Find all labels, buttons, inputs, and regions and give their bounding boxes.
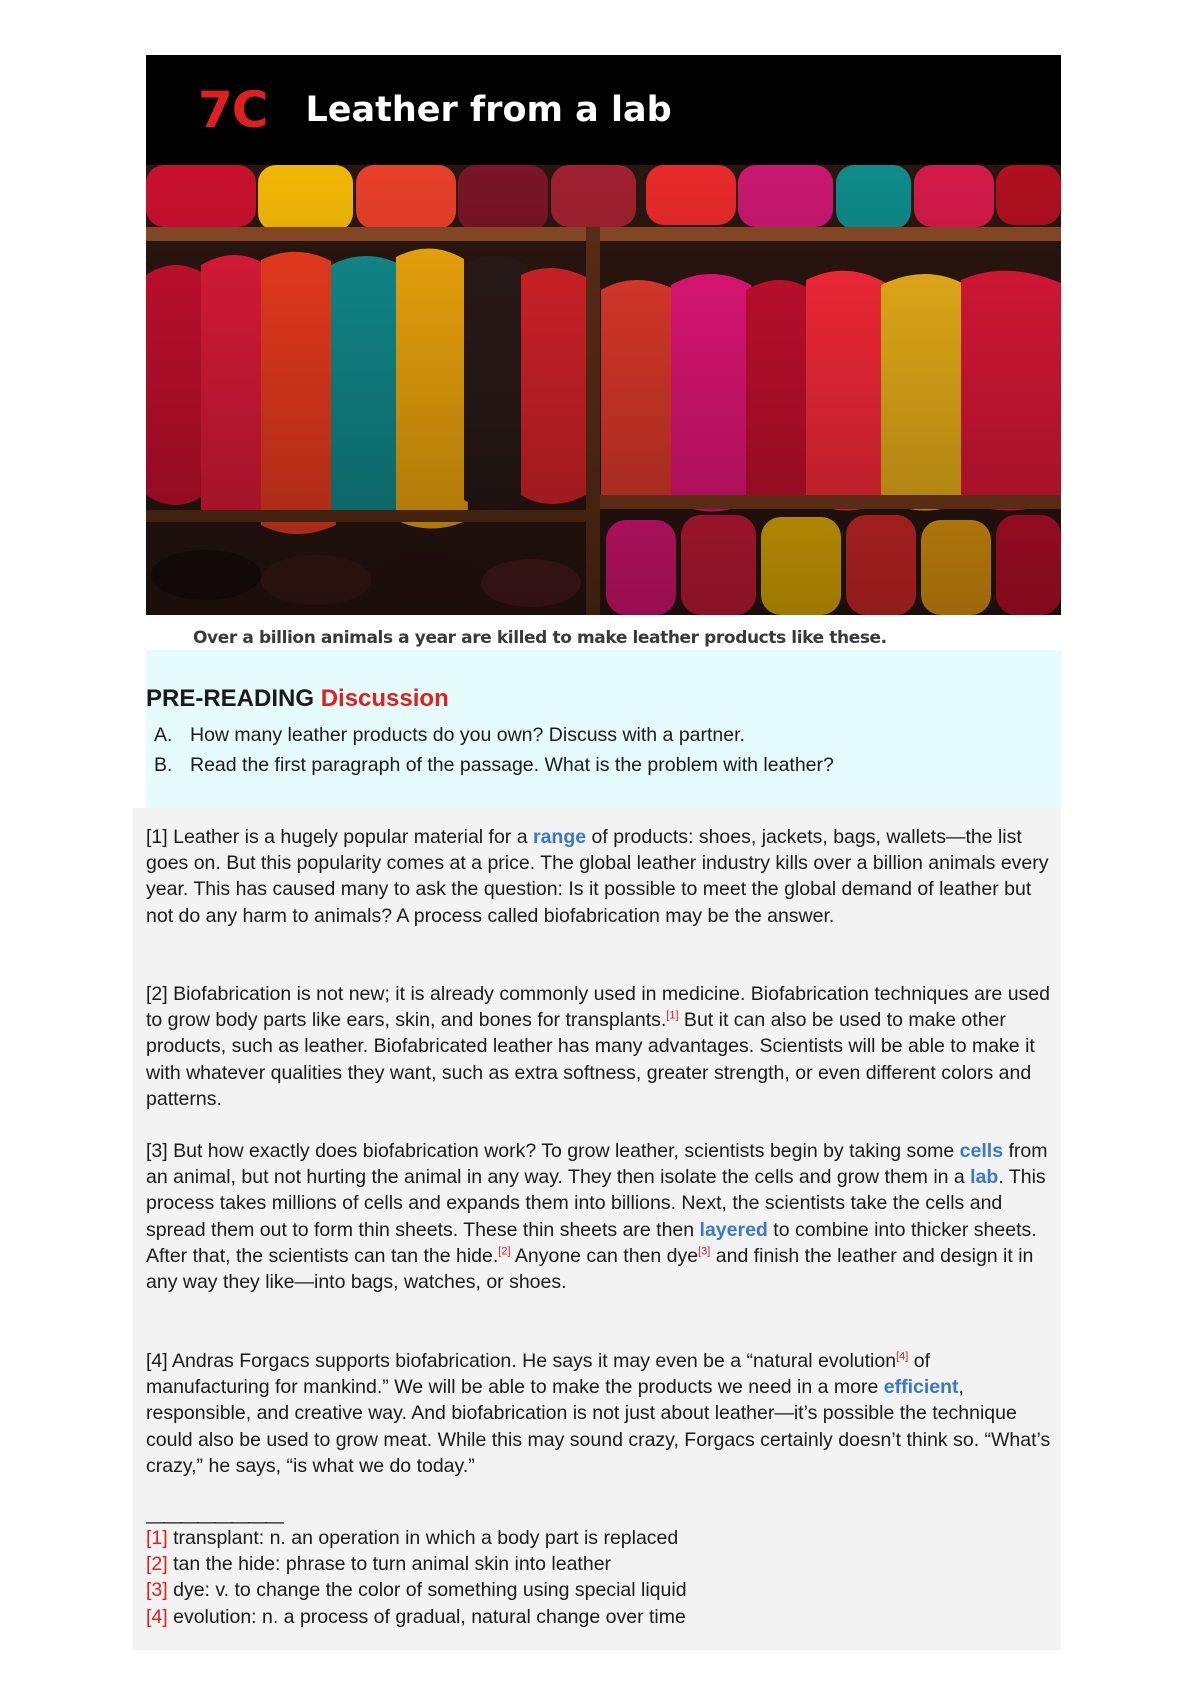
footnote-divider: ———————— bbox=[146, 1512, 282, 1533]
paragraph-3 bbox=[146, 1138, 1051, 1295]
paragraph-text: But it can also be used to make other products, such as leather. Biofabricated leather has many advantages. Scientists will be able to make it with whatever qualities they want, such as extra softness, greater strength, or even different colors and patterns. bbox=[146, 1009, 1035, 1110]
paragraph-text: [3] But how exactly does biofabrication work? To grow leather, scientists begin by taking some bbox=[146, 1140, 960, 1162]
prereading-heading bbox=[146, 685, 449, 713]
paragraph-text: . This process takes millions of cells and expands them into billions. Next, the scientists take the cells and spread them out to form thin sheets. These thin sheets are then bbox=[146, 1166, 1046, 1241]
footnote bbox=[146, 1604, 687, 1630]
footnote-number: [4] bbox=[146, 1605, 168, 1628]
question-text: How many leather products do you own? Discuss with a partner. bbox=[190, 724, 745, 746]
footnote-text: transplant: n. an operation in which a body part is replaced bbox=[167, 1527, 679, 1549]
footnote-number: [2] bbox=[146, 1553, 168, 1576]
vocab-word-efficient: efficient bbox=[883, 1376, 959, 1399]
reading-passage bbox=[133, 808, 1061, 1650]
paragraph-text: , responsible, and creative way. And biofabrication is not just about leather—it’s possible the technique could also be used to grow meat. While this may sound crazy, Forgacs certainly doesn’t think so. “What’s crazy,” he says, “is what we do today.” bbox=[146, 1376, 1051, 1477]
prereading-question bbox=[154, 720, 834, 750]
prereading-questions bbox=[154, 720, 834, 780]
paragraph-1 bbox=[146, 824, 1051, 929]
paragraph-text: [4] Andras Forgacs supports biofabrication. He says it may even be a “natural evolution bbox=[146, 1350, 897, 1372]
unit-title: Leather from a lab bbox=[305, 90, 672, 130]
leather-bags-illustration bbox=[146, 165, 1061, 615]
unit-code: 7C bbox=[198, 81, 268, 139]
footnote-ref: [3] bbox=[698, 1245, 711, 1258]
footnote bbox=[146, 1551, 687, 1577]
prereading-box bbox=[146, 650, 1061, 810]
paragraph-text: and finish the leather and design it in any way they like—into bags, watches, or shoes. bbox=[146, 1244, 1034, 1294]
paragraph-text: of products: shoes, jackets, bags, wallets—the list goes on. But this popularity comes at a price. The global leather industry kills over a billion animals every year. This has caused many to ask the question: Is it possible to meet the global demand of leather but not do any harm to animals? A process called biofabrication may be the answer. bbox=[146, 826, 1049, 927]
footnote-text: tan the hide: phrase to turn animal skin into leather bbox=[167, 1553, 612, 1576]
footnote-list bbox=[146, 1525, 687, 1630]
vocab-word-layered: layered bbox=[699, 1218, 768, 1241]
prereading-heading-accent: Discussion bbox=[320, 685, 449, 712]
footnote-ref: [4] bbox=[896, 1350, 909, 1363]
footnote-ref: [2] bbox=[498, 1245, 511, 1258]
footnote-text: dye: v. to change the color of something using special liquid bbox=[167, 1579, 687, 1602]
question-letter: A. bbox=[154, 724, 173, 746]
vocab-word-lab: lab bbox=[970, 1166, 999, 1189]
question-text: Read the first paragraph of the passage. What is the problem with leather? bbox=[190, 754, 834, 776]
question-letter: B. bbox=[154, 754, 173, 776]
paragraph-text: to combine into thicker sheets. After that, the scientists can tan the hide. bbox=[146, 1218, 1037, 1267]
footnote-text: evolution: n. a process of gradual, natural change over time bbox=[167, 1605, 686, 1628]
paragraph-text: [2] Biofabrication is not new; it is already commonly used in medicine. Biofabrication techniques are used to grow body parts like ears, skin, and bones for transplants. bbox=[146, 983, 1050, 1032]
paragraph-text: Anyone can then dye bbox=[510, 1244, 699, 1267]
unit-header bbox=[146, 55, 1061, 165]
vocab-word-cells: cells bbox=[959, 1140, 1004, 1162]
footnote bbox=[146, 1577, 687, 1603]
leather-bags-photo bbox=[146, 165, 1061, 615]
paragraph-4 bbox=[146, 1348, 1051, 1479]
footnote-number: [3] bbox=[146, 1579, 168, 1602]
prereading-heading-prefix: PRE-READING bbox=[146, 685, 315, 712]
paragraph-2 bbox=[146, 981, 1051, 1112]
paragraph-text: of manufacturing for mankind.” We will be able to make the products we need in a more bbox=[146, 1350, 930, 1399]
prereading-question bbox=[154, 750, 834, 780]
vocab-word-range: range bbox=[532, 826, 587, 848]
photo-caption: Over a billion animals a year are killed to make leather products like these. bbox=[193, 628, 887, 648]
paragraph-text: [1] Leather is a hugely popular material for a bbox=[146, 826, 533, 848]
footnote bbox=[146, 1525, 687, 1551]
footnote-number: [1] bbox=[146, 1527, 168, 1549]
paragraph-text: from an animal, but not hurting the animal in any way. They then isolate the cells and grow them in a bbox=[146, 1140, 1048, 1189]
footnote-ref: [1] bbox=[666, 1009, 679, 1022]
